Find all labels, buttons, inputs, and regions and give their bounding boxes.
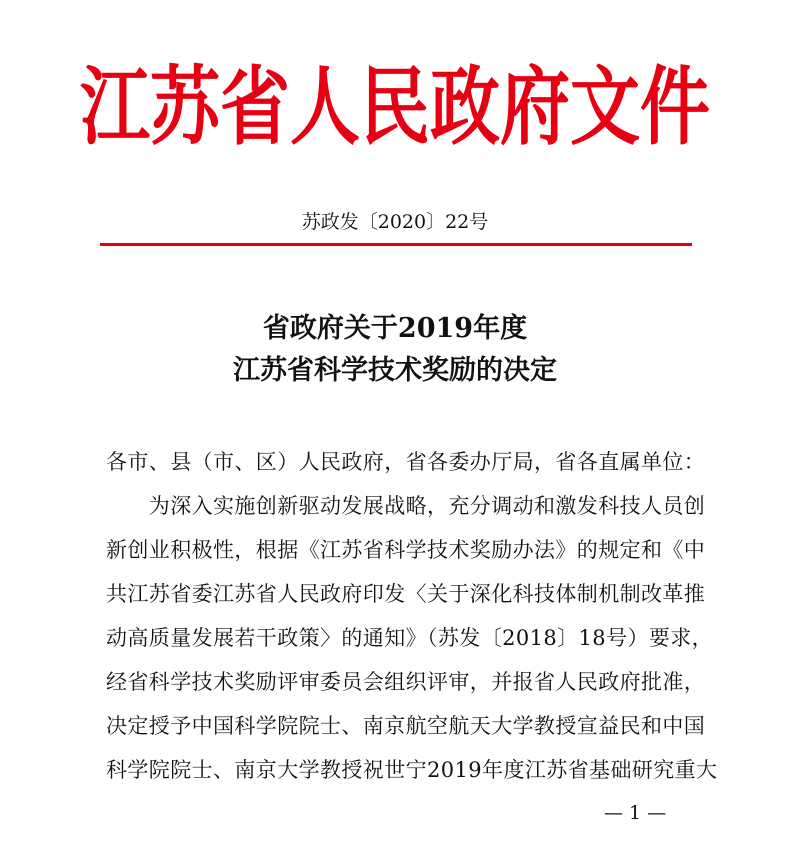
body-line-8: 科学院院士、南京大学教授祝世宁2019年度江苏省基础研究重大 [106,758,718,782]
body-line-4: 共江苏省委江苏省人民政府印发〈关于深化科技体制机制改革推 [106,582,706,606]
body-line-6: 经省科学技术奖励评审委员会组织评审，并报省人民政府批准， [106,670,706,694]
body-line-5: 动高质量发展若干政策〉的通知》（苏发〔2018〕18号）要求， [106,626,714,650]
body-line-1: 各市、县（市、区）人民政府，省各委办厅局，省各直属单位： [106,450,706,474]
body-line-3: 新创业积极性，根据《江苏省科学技术奖励办法》的规定和《中 [106,538,706,562]
red-separator-line [100,243,692,246]
document-masthead: 江苏省人民政府文件 [80,57,710,158]
document-title-line-2: 江苏省科学技术奖励的决定 [233,355,557,386]
document-number: 苏政发〔2020〕22号 [301,211,489,233]
body-line-2: 为深入实施创新驱动发展战略，充分调动和激发科技人员创 [106,494,706,518]
document-title-line-1: 省政府关于2019年度 [262,313,528,344]
body-line-7: 决定授予中国科学院院士、南京航空航天大学教授宣益民和中国 [106,714,706,738]
page-number: — 1 — [604,802,667,824]
